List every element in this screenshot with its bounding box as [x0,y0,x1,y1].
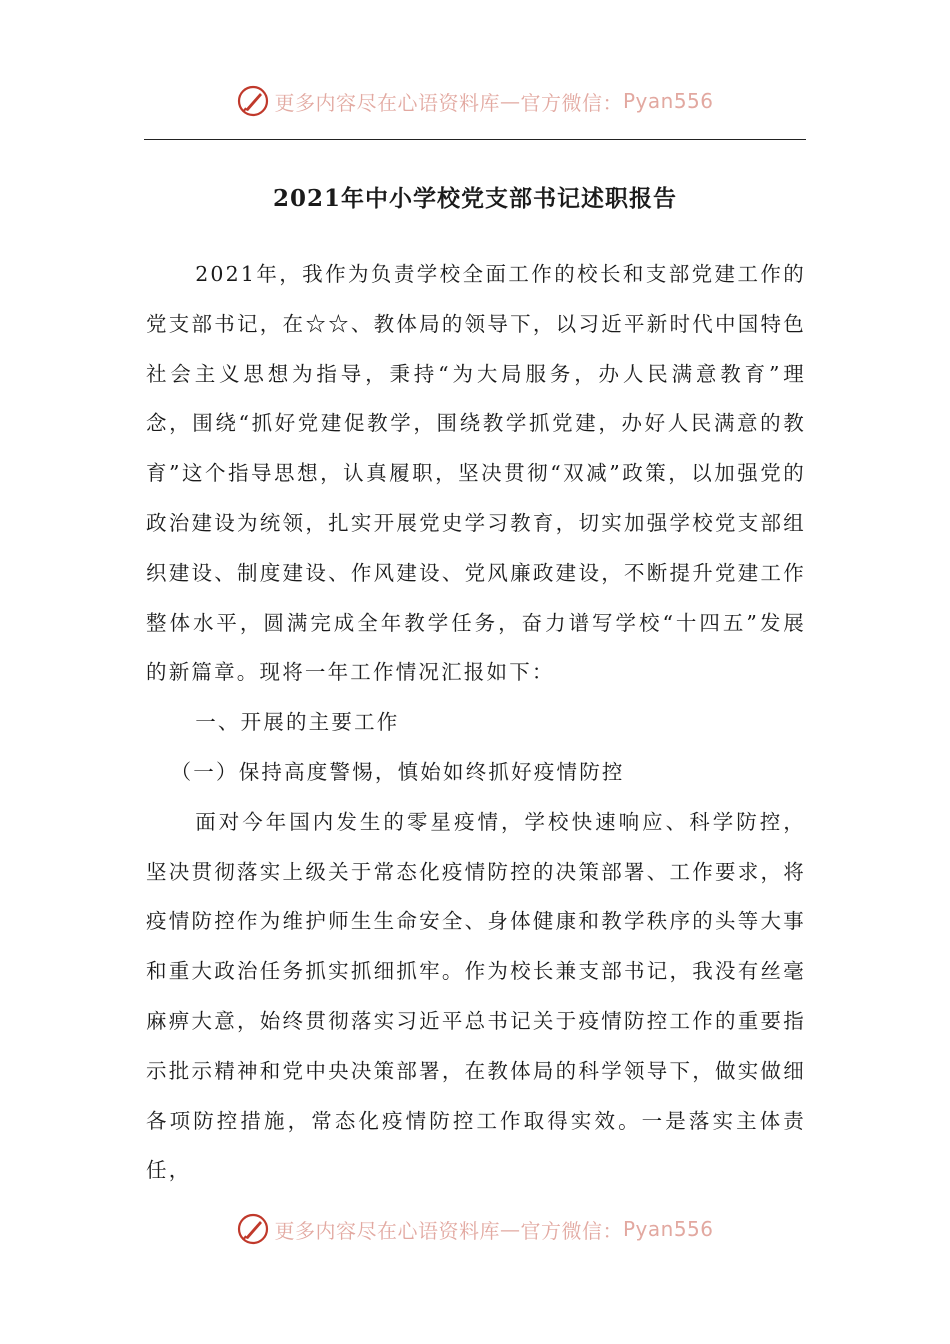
watermark-footer [0,1212,950,1246]
watermark-site: 更多内容尽在心语资料库 [274,90,500,115]
header-divider [144,139,806,140]
quill-logo-icon [236,84,270,118]
intro-paragraph: 2021年，我作为负责学校全面工作的校长和支部党建工作的党支部书记，在☆☆、教体局的领导下，以习近平新时代中国特色社会主义思想为指导，秉持“为大局服务，办人民满意教育”理念，围绕“抓好党建促教学，围绕教学抓党建，办好人民满意的教育”这个指导思想，认真履职，坚决贯彻“双减”政策，以加强党的政治建设为统领，扎实开展党史学习教育，切实加强学校党支部组织建设、制度建设、作风建设、党风廉政建设，不断提升党建工作整体水平，圆满完成全年教学任务，奋力谱写学校“十四五”发展的新篇章。现将一年工作情况汇报如下： [146,262,806,685]
watermark-label: 官方微信： [520,1218,623,1243]
subsection-heading: （一）保持高度警惕，慎始如终抓好疫情防控 [170,759,625,784]
watermark-separator: — [499,89,521,113]
watermark-label: 官方微信： [520,90,623,115]
document-title: 2021年中小学校党支部书记述职报告 [272,185,677,212]
watermark-wechat-id: Pyan556 [622,1217,714,1241]
quill-logo-icon [236,1212,270,1246]
watermark-site: 更多内容尽在心语资料库 [274,1218,500,1243]
epidemic-paragraph: 面对今年国内发生的零星疫情，学校快速响应、科学防控，坚决贯彻落实上级关于常态化疫情防控的决策部署、工作要求，将疫情防控作为维护师生生命安全、身体健康和教学秩序的头等大事和重大政治任务抓实抓细抓牢。作为校长兼支部书记，我没有丝毫麻痹大意，始终贯彻落实习近平总书记关于疫情防控工作的重要指示批示精神和党中央决策部署，在教体局的科学领导下，做实做细各项防控措施，常态化疫情防控工作取得实效。一是落实主体责任， [146,809,806,1183]
watermark-header [0,84,950,118]
watermark-separator: — [499,1217,521,1241]
document-body [146,250,806,1196]
section-heading: 一、开展的主要工作 [195,710,400,735]
watermark-wechat-id: Pyan556 [622,89,714,113]
